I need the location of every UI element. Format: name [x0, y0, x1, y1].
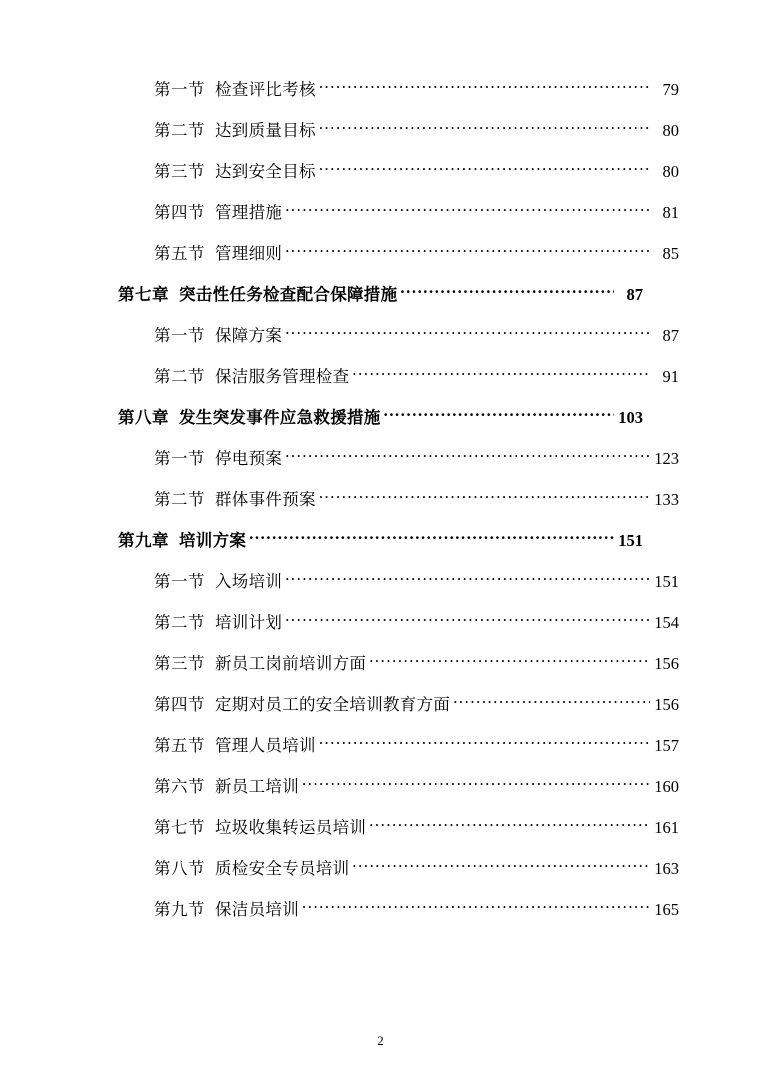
toc-entry-number: 第五节: [154, 735, 205, 755]
toc-entry-title: 达到质量目标: [215, 120, 316, 140]
toc-entry-page: 160: [654, 776, 679, 796]
toc-leader-dots: [352, 365, 650, 382]
toc-entry[interactable]: [118, 160, 679, 182]
toc-entry-title: 群体事件预案: [215, 489, 316, 509]
toc-leader-dots: [400, 283, 614, 300]
toc-leader-dots: [285, 447, 650, 464]
toc-leader-dots: [285, 242, 650, 259]
toc-leader-dots: [285, 611, 650, 628]
toc-entry-number: 第一节: [154, 79, 205, 99]
toc-entry-number: 第九节: [154, 899, 205, 919]
toc-leader-dots: [453, 693, 650, 710]
toc-leader-dots: [319, 119, 650, 136]
toc-leader-dots: [352, 857, 650, 874]
toc-leader-dots: [319, 160, 650, 177]
toc-entry-title: 达到安全目标: [215, 161, 316, 181]
toc-entry-title: 保洁服务管理检查: [215, 366, 350, 386]
toc-entry-number: 第五节: [154, 243, 205, 263]
toc-leader-dots: [384, 406, 614, 423]
toc-entry-page: 123: [654, 448, 679, 468]
toc-leader-dots: [285, 570, 650, 587]
toc-entry-title: 管理细则: [215, 243, 283, 263]
toc-entry[interactable]: [118, 734, 679, 756]
toc-entry-number: 第八节: [154, 858, 205, 878]
toc-entry-number: 第一节: [154, 448, 205, 468]
toc-entry-number: 第二节: [154, 120, 205, 140]
toc-entry-title: 垃圾收集转运员培训: [215, 817, 367, 837]
toc-entry-number: 第二节: [154, 489, 205, 509]
toc-leader-dots: [302, 898, 650, 915]
toc-entry-page: 156: [654, 653, 679, 673]
toc-entry-number: 第一节: [154, 571, 205, 591]
toc-entry[interactable]: [118, 652, 679, 674]
toc-entry-number: 第四节: [154, 694, 205, 714]
toc-entry-number: 第九章: [118, 530, 169, 550]
toc-entry-page: 80: [662, 161, 679, 181]
toc-entry-page: 151: [618, 530, 643, 550]
toc-entry-title: 停电预案: [215, 448, 283, 468]
toc-leader-dots: [369, 652, 650, 669]
toc-entry-number: 第四节: [154, 202, 205, 222]
toc-entry[interactable]: [118, 570, 679, 592]
toc-leader-dots: [319, 78, 650, 95]
toc-entry-title: 培训计划: [215, 612, 283, 632]
toc-entry-title: 新员工培训: [215, 776, 299, 796]
toc-entry-number: 第一节: [154, 325, 205, 345]
toc-entry-number: 第三节: [154, 161, 205, 181]
toc-leader-dots: [319, 734, 650, 751]
toc-entry-page: 133: [654, 489, 679, 509]
toc-entry-title: 突击性任务检查配合保障措施: [179, 284, 398, 304]
toc-entry-title: 保障方案: [215, 325, 283, 345]
toc-entry-number: 第八章: [118, 407, 169, 427]
toc-entry-title: 新员工岗前培训方面: [215, 653, 367, 673]
toc-entry-title: 管理人员培训: [215, 735, 316, 755]
toc-entry[interactable]: [118, 78, 679, 100]
toc-entry-page: 87: [662, 325, 679, 345]
toc-entry-page: 79: [662, 79, 679, 99]
toc-entry[interactable]: [118, 365, 679, 387]
toc-entry[interactable]: [118, 324, 679, 346]
toc-entry[interactable]: [118, 242, 679, 264]
toc-entry-title: 保洁员培训: [215, 899, 299, 919]
toc-leader-dots: [249, 529, 614, 546]
toc-entry-title: 培训方案: [179, 530, 247, 550]
toc-entry-page: 80: [662, 120, 679, 140]
page-number: 2: [377, 1033, 384, 1048]
toc-entry-page: 87: [626, 284, 643, 304]
toc-leader-dots: [302, 775, 650, 792]
toc-entry-number: 第七节: [154, 817, 205, 837]
toc-entry[interactable]: [118, 898, 679, 920]
toc-entry-title: 定期对员工的安全培训教育方面: [215, 694, 451, 714]
toc-entry-title: 发生突发事件应急救援措施: [179, 407, 381, 427]
toc-entry[interactable]: [118, 693, 679, 715]
toc-entry[interactable]: [118, 488, 679, 510]
toc-entry-number: 第二节: [154, 612, 205, 632]
toc-entry-number: 第七章: [118, 284, 169, 304]
toc-entry[interactable]: [118, 283, 643, 305]
toc-entry-title: 检查评比考核: [215, 79, 316, 99]
toc-entry-page: 156: [654, 694, 679, 714]
toc-leader-dots: [285, 324, 650, 341]
toc-entry-title: 管理措施: [215, 202, 283, 222]
toc-entry[interactable]: [118, 119, 679, 141]
toc-entry-page: 154: [654, 612, 679, 632]
toc-entry-title: 质检安全专员培训: [215, 858, 350, 878]
toc-entry[interactable]: [118, 406, 643, 428]
toc-entry[interactable]: [118, 775, 679, 797]
toc-entry-number: 第三节: [154, 653, 205, 673]
toc-entry-page: 161: [654, 817, 679, 837]
toc-entry[interactable]: [118, 611, 679, 633]
toc-entry-number: 第二节: [154, 366, 205, 386]
toc-leader-dots: [319, 488, 650, 505]
toc-entry-page: 91: [662, 366, 679, 386]
toc-entry[interactable]: [118, 857, 679, 879]
toc-entry-page: 85: [662, 243, 679, 263]
table-of-contents: [118, 78, 679, 920]
toc-entry[interactable]: [118, 201, 679, 223]
toc-entry[interactable]: [118, 529, 643, 551]
toc-entry-title: 入场培训: [215, 571, 283, 591]
toc-entry-page: 151: [654, 571, 679, 591]
toc-entry-page: 81: [662, 202, 679, 222]
toc-entry-number: 第六节: [154, 776, 205, 796]
toc-entry[interactable]: [118, 816, 679, 838]
toc-entry-page: 157: [654, 735, 679, 755]
toc-entry[interactable]: [118, 447, 679, 469]
toc-leader-dots: [285, 201, 650, 218]
toc-leader-dots: [369, 816, 650, 833]
toc-entry-page: 103: [618, 407, 643, 427]
toc-entry-page: 165: [654, 899, 679, 919]
toc-entry-page: 163: [654, 858, 679, 878]
